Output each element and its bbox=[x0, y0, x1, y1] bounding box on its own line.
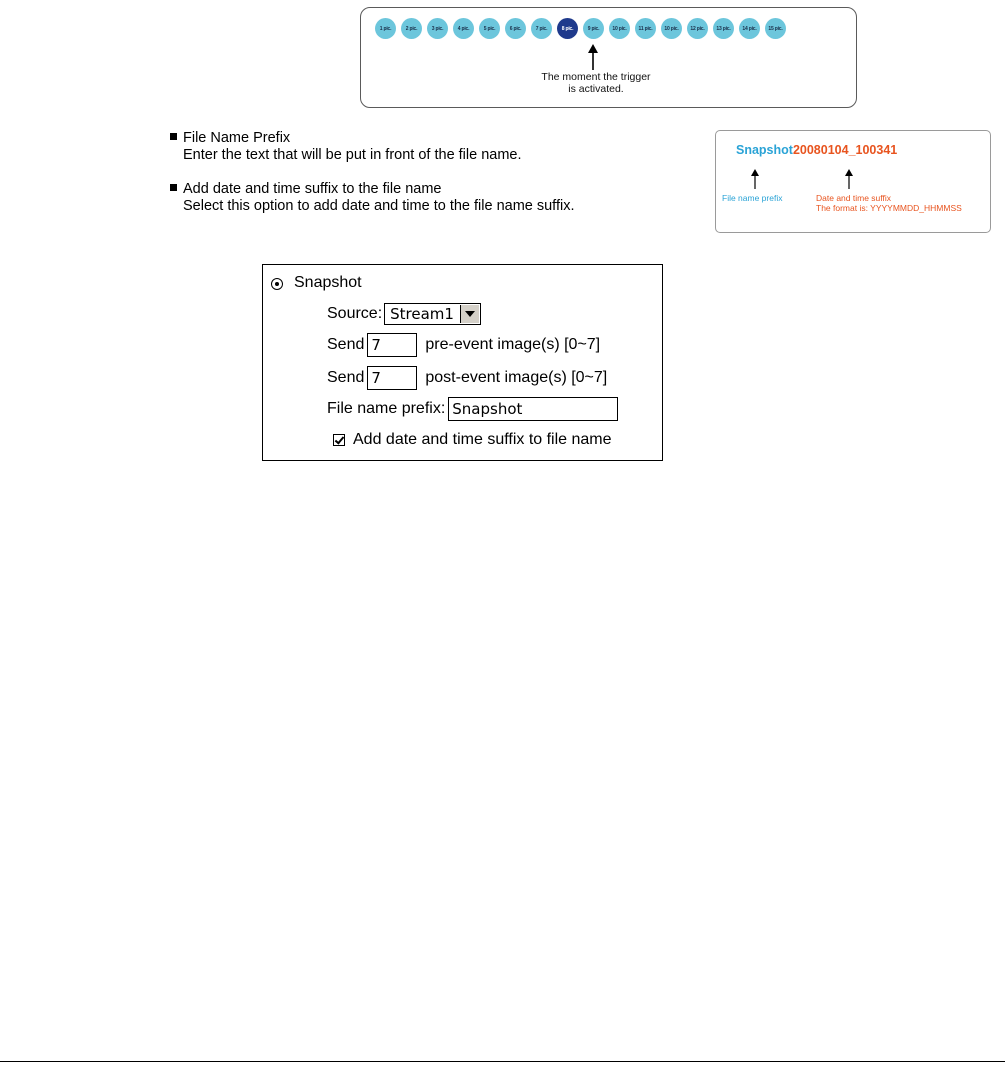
timeline-image-15: 14 pic. bbox=[739, 18, 760, 39]
timeline-image-13: 12 pic. bbox=[687, 18, 708, 39]
suffix-format-label: The format is: YYYYMMDD_HHMMSS bbox=[816, 203, 962, 213]
prefix-row bbox=[327, 397, 618, 421]
send-label: Send bbox=[327, 336, 365, 353]
timeline-image-7: 7 pic. bbox=[531, 18, 552, 39]
timeline-image-11: 11 pic. bbox=[635, 18, 656, 39]
example-filename bbox=[736, 143, 897, 157]
source-select[interactable] bbox=[384, 303, 481, 325]
desc-title: File Name Prefix bbox=[183, 130, 291, 146]
bullet-icon bbox=[170, 133, 177, 140]
suffix-label-title: Date and time suffix bbox=[816, 193, 891, 203]
up-arrow-icon bbox=[750, 169, 760, 189]
prefix-label: File name prefix bbox=[722, 193, 783, 203]
source-label: Source: bbox=[327, 305, 383, 322]
post-event-input[interactable]: 7 bbox=[367, 366, 417, 390]
up-arrow-icon bbox=[587, 44, 599, 70]
timeline-image-9: 9 pic. bbox=[583, 18, 604, 39]
desc-body: Select this option to add date and time to the file name suffix. bbox=[183, 198, 575, 214]
snapshot-label: Snapshot bbox=[294, 274, 362, 291]
timeline-image-5: 5 pic. bbox=[479, 18, 500, 39]
example-prefix: Snapshot bbox=[736, 143, 793, 157]
desc-body: Enter the text that will be put in front of the file name. bbox=[183, 147, 522, 163]
trigger-timeline-diagram bbox=[360, 7, 857, 108]
date-time-suffix-label: Add date and time suffix to file name bbox=[353, 431, 612, 448]
pre-event-row bbox=[327, 333, 600, 357]
timeline-image-12: 10 pic. bbox=[661, 18, 682, 39]
trigger-note-line1: The moment the trigger bbox=[541, 71, 651, 83]
file-name-prefix-description bbox=[170, 130, 522, 164]
timeline-image-3: 3 pic. bbox=[427, 18, 448, 39]
send-label: Send bbox=[327, 369, 365, 386]
timeline-image-16: 15 pic. bbox=[765, 18, 786, 39]
timeline-image-6: 6 pic. bbox=[505, 18, 526, 39]
pre-event-input[interactable]: 7 bbox=[367, 333, 417, 357]
footer-divider bbox=[0, 1061, 1005, 1062]
timeline-image-2: 2 pic. bbox=[401, 18, 422, 39]
bullet-icon bbox=[170, 184, 177, 191]
timeline-image-1: 1 pic. bbox=[375, 18, 396, 39]
source-select-value: Stream1 bbox=[390, 305, 454, 323]
suffix-label bbox=[816, 193, 962, 213]
chevron-down-icon[interactable] bbox=[460, 305, 479, 323]
snapshot-radio[interactable] bbox=[271, 278, 283, 290]
file-name-prefix-input[interactable]: Snapshot bbox=[448, 397, 618, 421]
filename-example bbox=[715, 130, 991, 233]
pre-event-label: pre-event image(s) [0~7] bbox=[425, 336, 601, 353]
up-arrow-icon bbox=[844, 169, 854, 189]
post-event-row bbox=[327, 366, 607, 390]
file-name-prefix-label: File name prefix: bbox=[327, 400, 446, 417]
date-time-suffix-description bbox=[170, 181, 574, 215]
image-sequence bbox=[375, 18, 786, 39]
timeline-image-10: 10 pic. bbox=[609, 18, 630, 39]
snapshot-settings-panel bbox=[262, 264, 663, 461]
desc-title: Add date and time suffix to the file name bbox=[183, 181, 442, 197]
timeline-image-4: 4 pic. bbox=[453, 18, 474, 39]
source-row bbox=[327, 303, 481, 325]
date-time-suffix-checkbox[interactable] bbox=[333, 434, 345, 446]
example-suffix: 20080104_100341 bbox=[792, 143, 898, 157]
trigger-note bbox=[521, 71, 671, 95]
suffix-row bbox=[333, 431, 612, 449]
post-event-label: post-event image(s) [0~7] bbox=[425, 369, 608, 386]
timeline-image-14: 13 pic. bbox=[713, 18, 734, 39]
timeline-image-8: 8 pic. bbox=[557, 18, 578, 39]
trigger-note-line2: is activated. bbox=[568, 83, 624, 95]
